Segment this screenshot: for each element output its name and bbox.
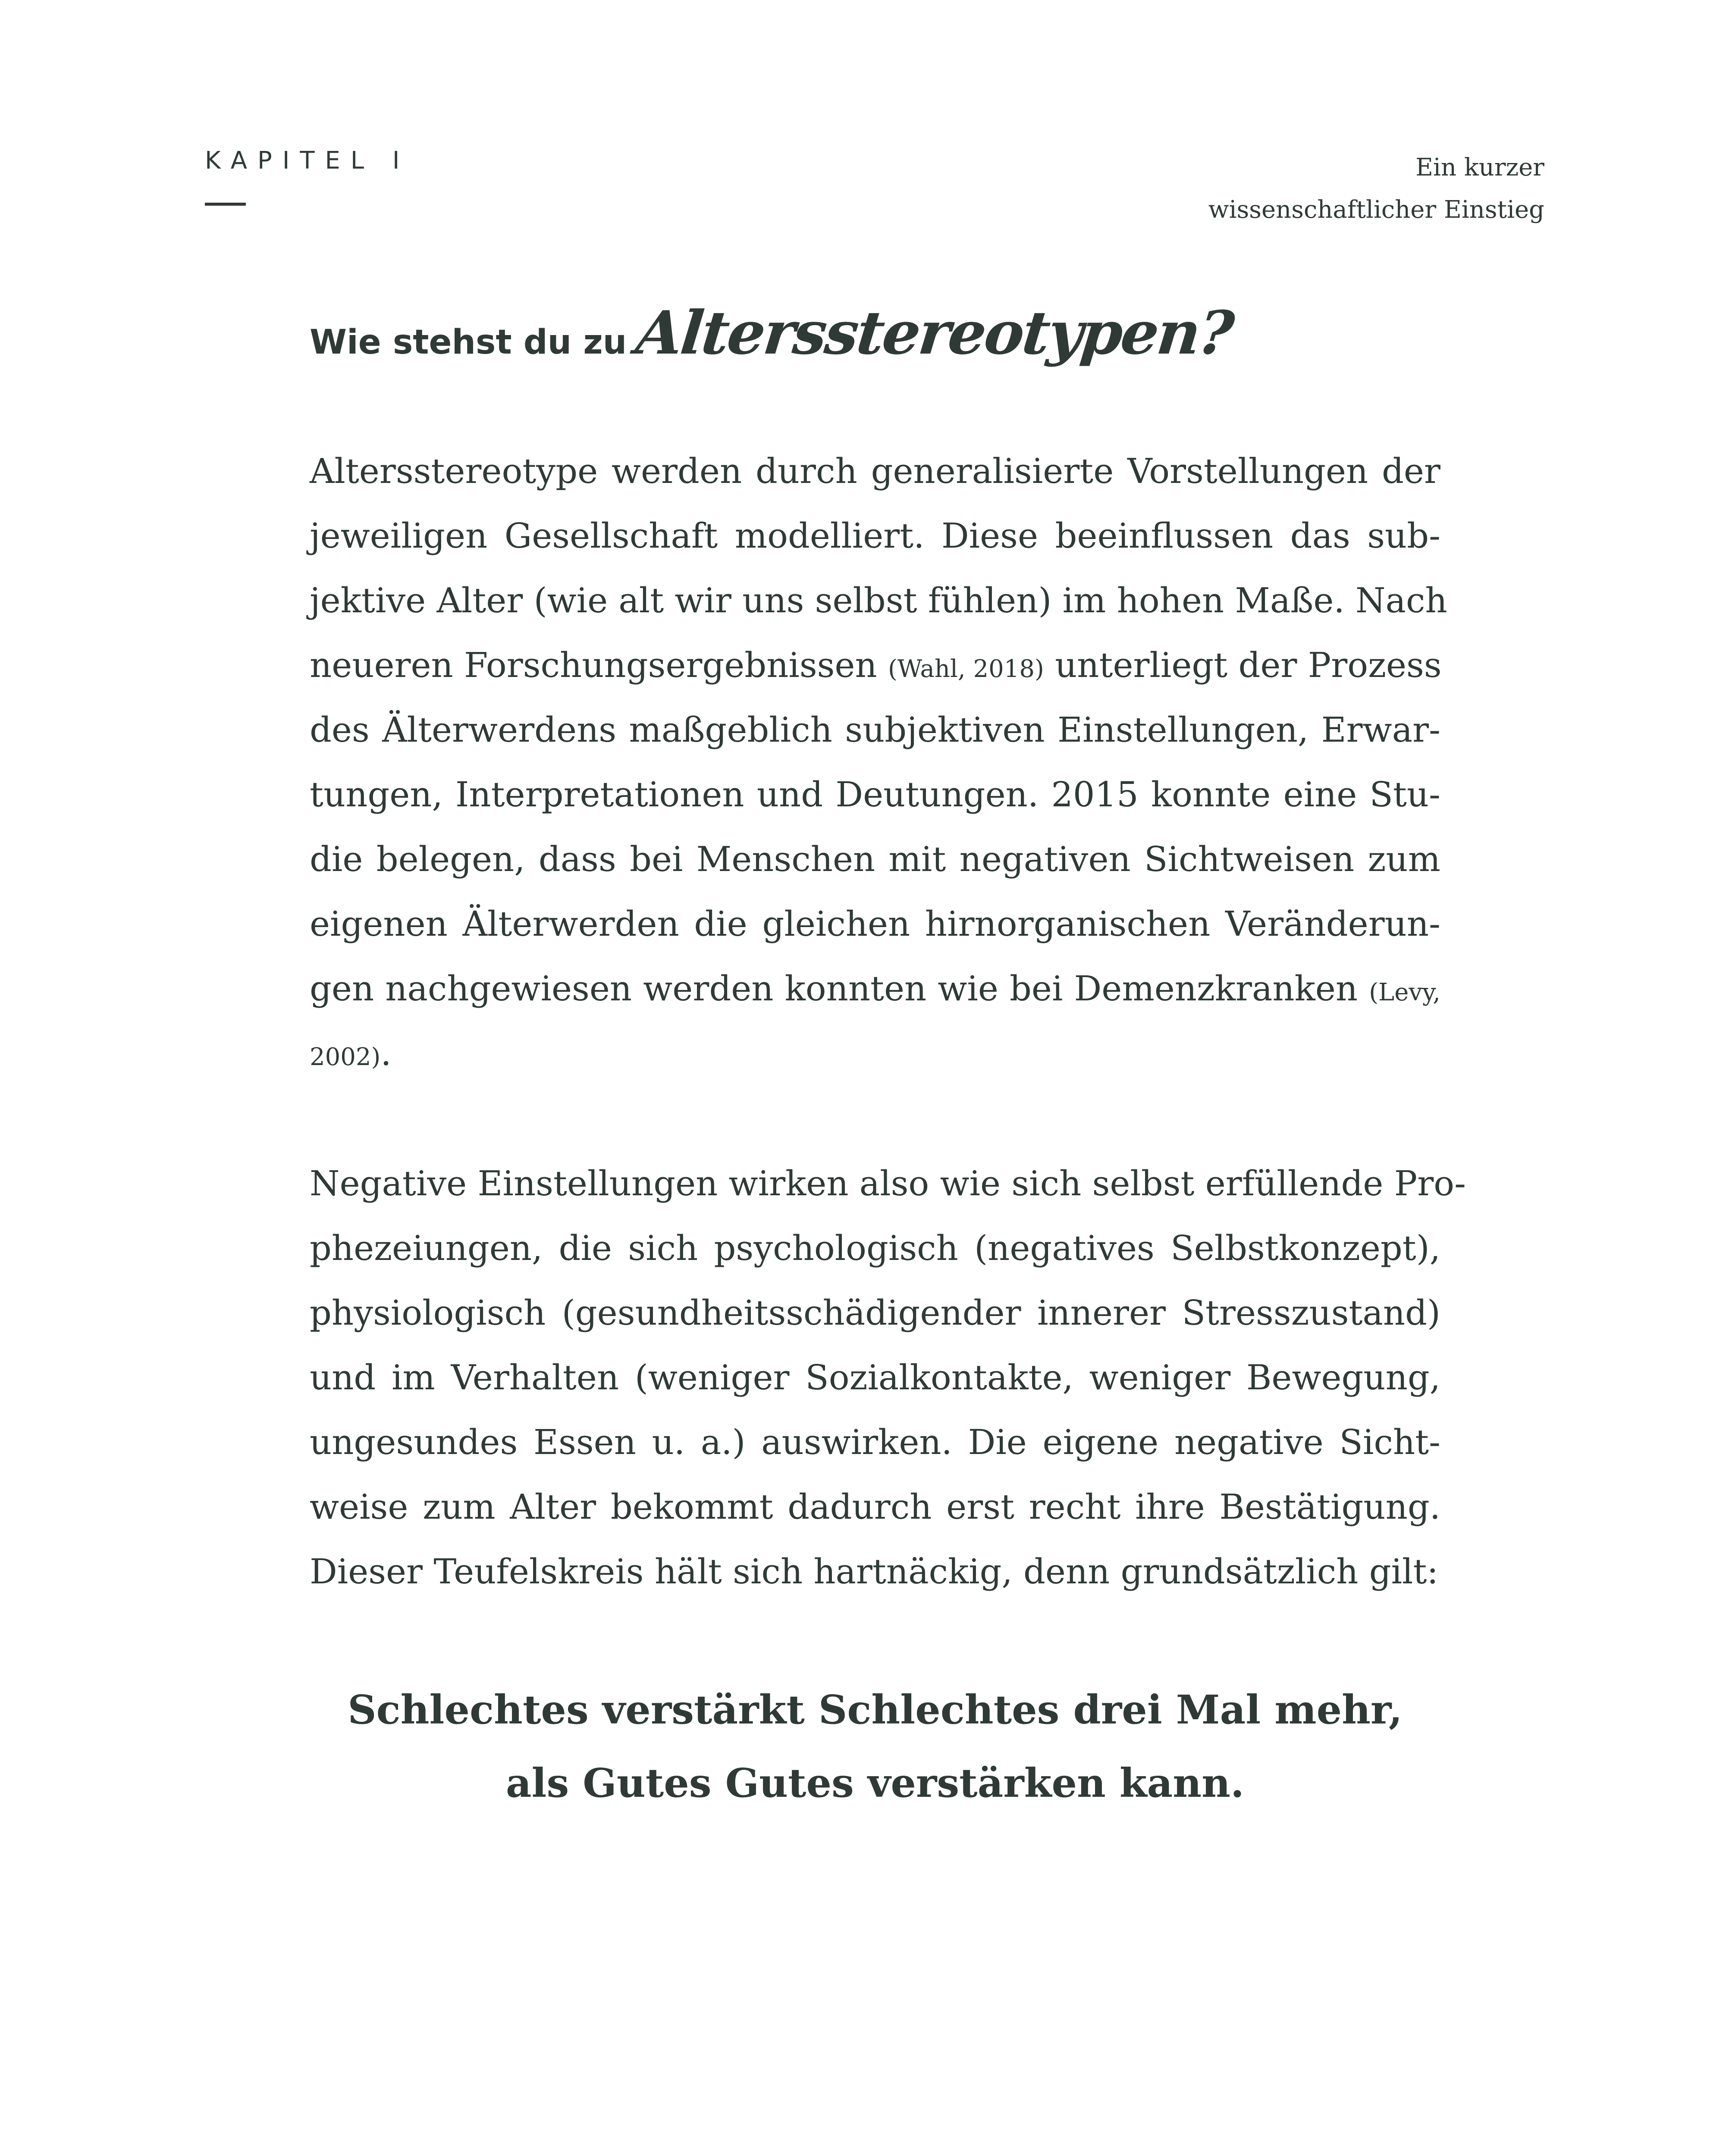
paragraph-line: weise zum Alter bekommt dadurch erst recht ihre Bestätigung. [310, 1487, 1440, 1527]
pull-quote-line-2: als Gutes Gutes verstärken kann. [505, 1760, 1245, 1806]
paragraph-line: jektive Alter (wie alt wir uns selbst fühlen) im hohen Maße. Nach [310, 580, 1447, 620]
paragraph-line: Altersstereotype werden durch generalisierte Vorstellungen der [310, 451, 1440, 491]
line-text: unterliegt der Prozess [1055, 645, 1442, 685]
paragraph-line [310, 1021, 1440, 1086]
paragraph-line: eigenen Älterwerden die gleichen hirnorganischen Veränderun- [310, 904, 1440, 944]
citation: 2002) [310, 1043, 381, 1071]
chapter-label: KAPITEL I [205, 147, 410, 175]
paragraph-line [310, 633, 1440, 698]
pull-quote [310, 1673, 1440, 1820]
pull-quote-line-1: Schlechtes verstärkt Schlechtes drei Mal mehr, [348, 1686, 1403, 1733]
paragraph-line: tungen, Interpretationen und Deutungen. 2015 konnte eine Stu- [310, 774, 1440, 815]
paragraph-line: Dieser Teufelskreis hält sich hartnäckig, denn grundsätzlich gilt: [310, 1551, 1439, 1592]
paragraph-line: und im Verhalten (weniger Sozialkontakte, weniger Bewegung, [310, 1357, 1440, 1398]
section-heading-lead: Wie stehst du zu [310, 323, 627, 362]
citation: (Levy, [1369, 978, 1440, 1006]
paragraph-line [310, 956, 1440, 1021]
paragraph-1 [310, 439, 1447, 1086]
section-heading-script: Altersstereotypen? [633, 298, 1236, 368]
paragraph-line: ungesundes Essen u. a.) auswirken. Die eigene negative Sicht- [310, 1422, 1440, 1462]
chapter-rule [205, 203, 246, 206]
line-text: gen nachgewiesen werden konnten wie bei Demenzkranken [310, 968, 1358, 1009]
paragraph-line: physiologisch (gesundheitsschädigender innerer Stresszustand) [310, 1293, 1440, 1333]
running-title-line-2: wissenschaftlicher Einstieg [1208, 196, 1544, 224]
paragraph-line: des Älterwerdens maßgeblich subjektiven Einstellungen, Erwar- [310, 710, 1440, 750]
section-heading [310, 298, 1431, 392]
citation: (Wahl, 2018) [888, 655, 1044, 683]
paragraph-line: Negative Einstellungen wirken also wie sich selbst erfüllende Pro- [310, 1163, 1466, 1203]
line-text: . [380, 1033, 392, 1073]
line-text: neueren Forschungsergebnissen [310, 645, 877, 685]
paragraph-line: phezeiungen, die sich psychologisch (negatives Selbstkonzept), [310, 1228, 1440, 1268]
paragraph-line: jeweiligen Gesellschaft modelliert. Diese beeinflussen das sub- [310, 516, 1440, 556]
paragraph-2 [310, 1151, 1466, 1604]
running-title [1027, 147, 1544, 231]
running-title-line-1: Ein kurzer [1415, 154, 1544, 182]
paragraph-line: die belegen, dass bei Menschen mit negativen Sichtweisen zum [310, 839, 1440, 879]
